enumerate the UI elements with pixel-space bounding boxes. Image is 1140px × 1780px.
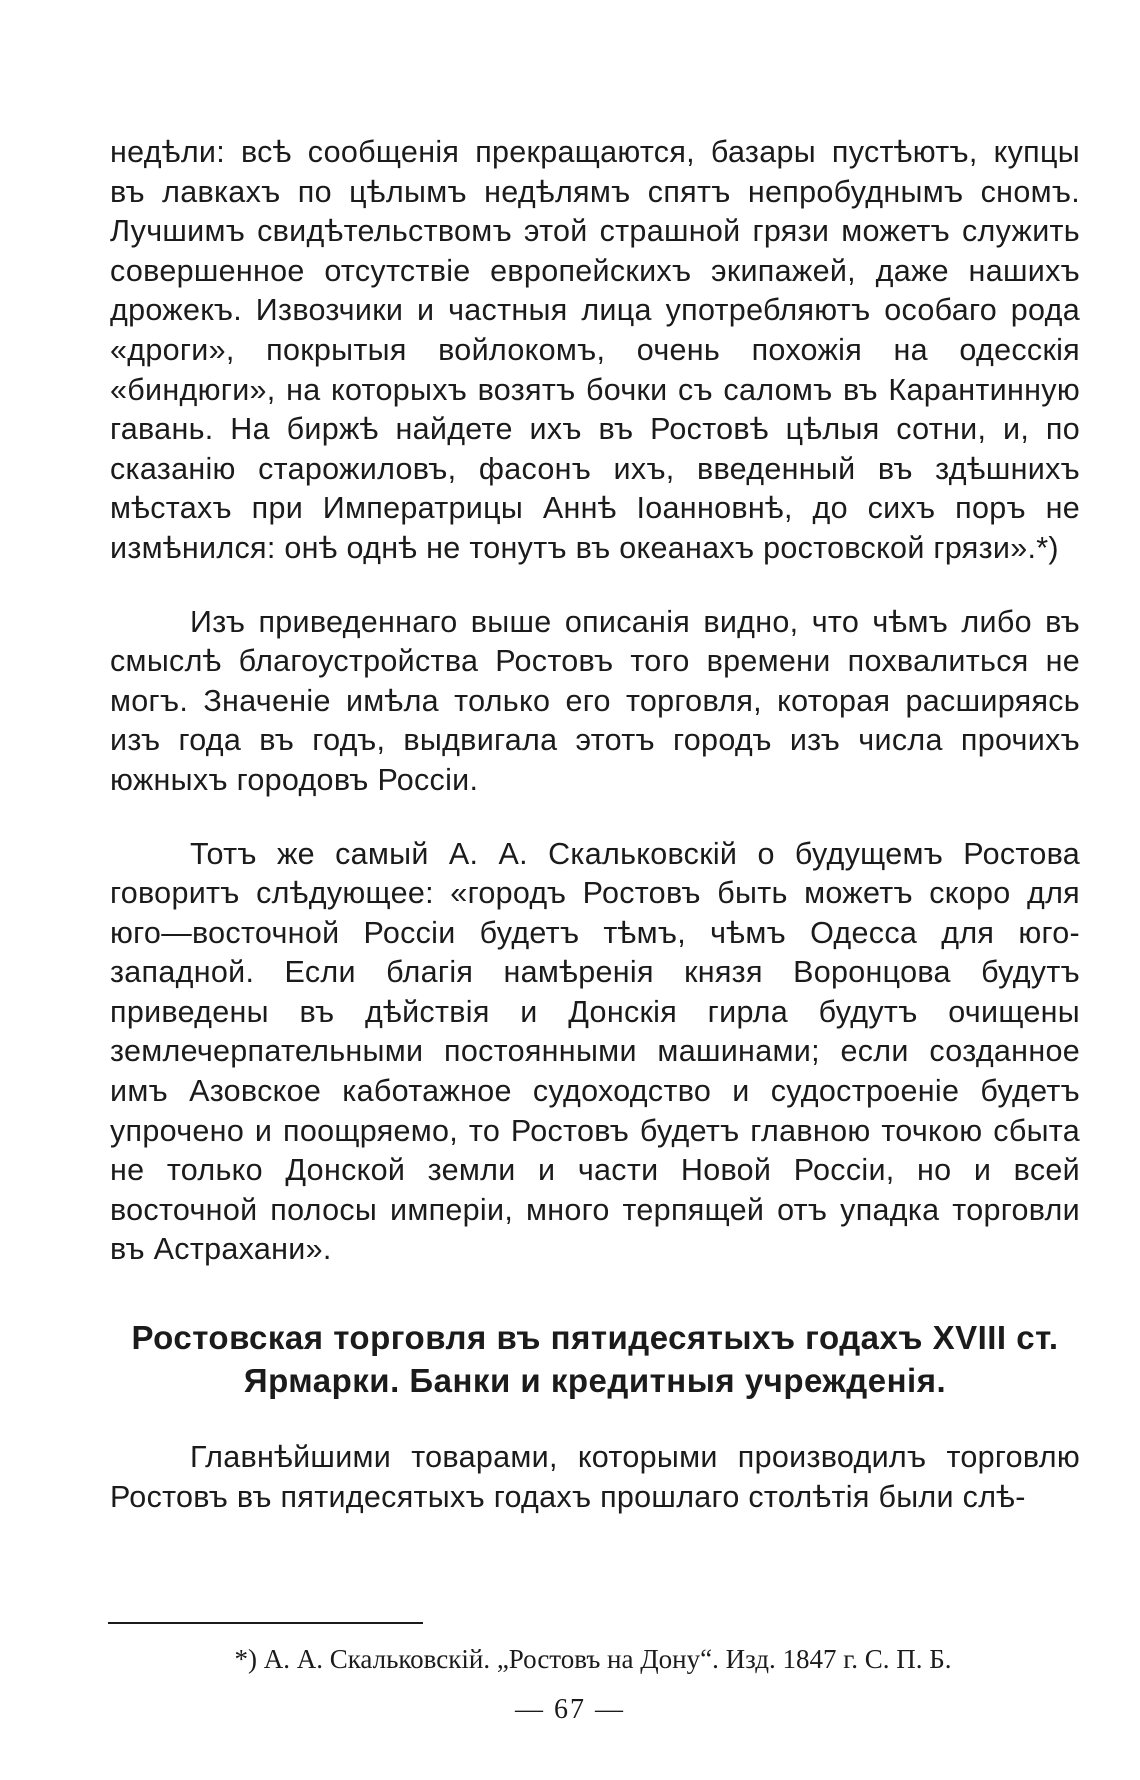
footnote-divider	[108, 1622, 423, 1624]
paragraph-gap	[110, 801, 1080, 835]
page-number: — 67 —	[515, 1694, 625, 1725]
paragraph-2: Изъ приведеннаго выше описанія видно, что чѣмъ либо въ смыслѣ благоустройства Ростовъ того времени похвалиться не могъ. Значеніе имѣла только его торговля, которая расширяясь изъ года въ годъ, выдвигала этотъ городъ изъ числа прочихъ южныхъ городовъ Россіи.	[110, 604, 1080, 797]
paragraph-1: недѣли: всѣ сообщенія прекращаются, базары пустѣютъ, купцы въ лавкахъ по цѣлымъ недѣлямъ спятъ непробуднымъ сномъ. Лучшимъ свидѣтельствомъ этой страшной грязи можетъ служить совершенное отсутствіе европейскихъ экипажей, даже нашихъ дрожекъ. Извозчики и частныя лица употребляютъ особаго рода «дроги», покрытыя войлокомъ, очень похожія на одесскія «биндюги», на которыхъ возятъ бочки съ саломъ въ Карантинную гавань. На биржѣ найдете ихъ въ Ростовѣ цѣлыя сотни, и, по сказанію старожиловъ, фасонъ ихъ, введенный въ здѣшнихъ мѣстахъ при Императрицы Аннѣ Іоанновнѣ, до сихъ поръ не измѣнился: онѣ однѣ не тонутъ въ океанахъ ростовской грязи».*)	[110, 135, 1080, 565]
paragraph-gap	[110, 569, 1080, 603]
section-heading-line-2: Ярмарки. Банки и кредитныя учрежденія.	[243, 1362, 947, 1400]
section-heading-line-1: Ростовская торговля въ пятидесятыхъ годахъ XVIII ст.	[131, 1319, 1059, 1357]
closing-paragraph: Главнѣйшими товарами, которыми производилъ торговлю Ростовъ въ пятидесятыхъ годахъ прошлаго столѣтія были слѣ-	[110, 1440, 1080, 1514]
paragraph-3: Тотъ же самый А. А. Скальковскій о будущемъ Ростова говоритъ слѣдующее: «городъ Ростовъ быть можетъ скоро для юго—восточной Россіи будетъ тѣмъ, чѣмъ Одесса для юго-западной. Если благія намѣренія князя Воронцова будутъ приведены въ дѣйствія и Донскія гирла будутъ очищены землечерпательными постоянными машинами; если созданное имъ Азовское каботажное судоходство и судостроеніе будетъ упрочено и поощряемо, то Ростовъ будетъ главною точкою сбыта не только Донской земли и части Новой Россіи, но и всей восточной полосы имперіи, много терпящей отъ упадка торговли въ Астрахани».	[110, 836, 1080, 1267]
body-text	[110, 133, 1080, 1517]
section-heading	[110, 1316, 1080, 1402]
footnote: *) А. А. Скальковскій. „Ростовъ на Дону“. Изд. 1847 г. С. П. Б.	[234, 1644, 952, 1674]
